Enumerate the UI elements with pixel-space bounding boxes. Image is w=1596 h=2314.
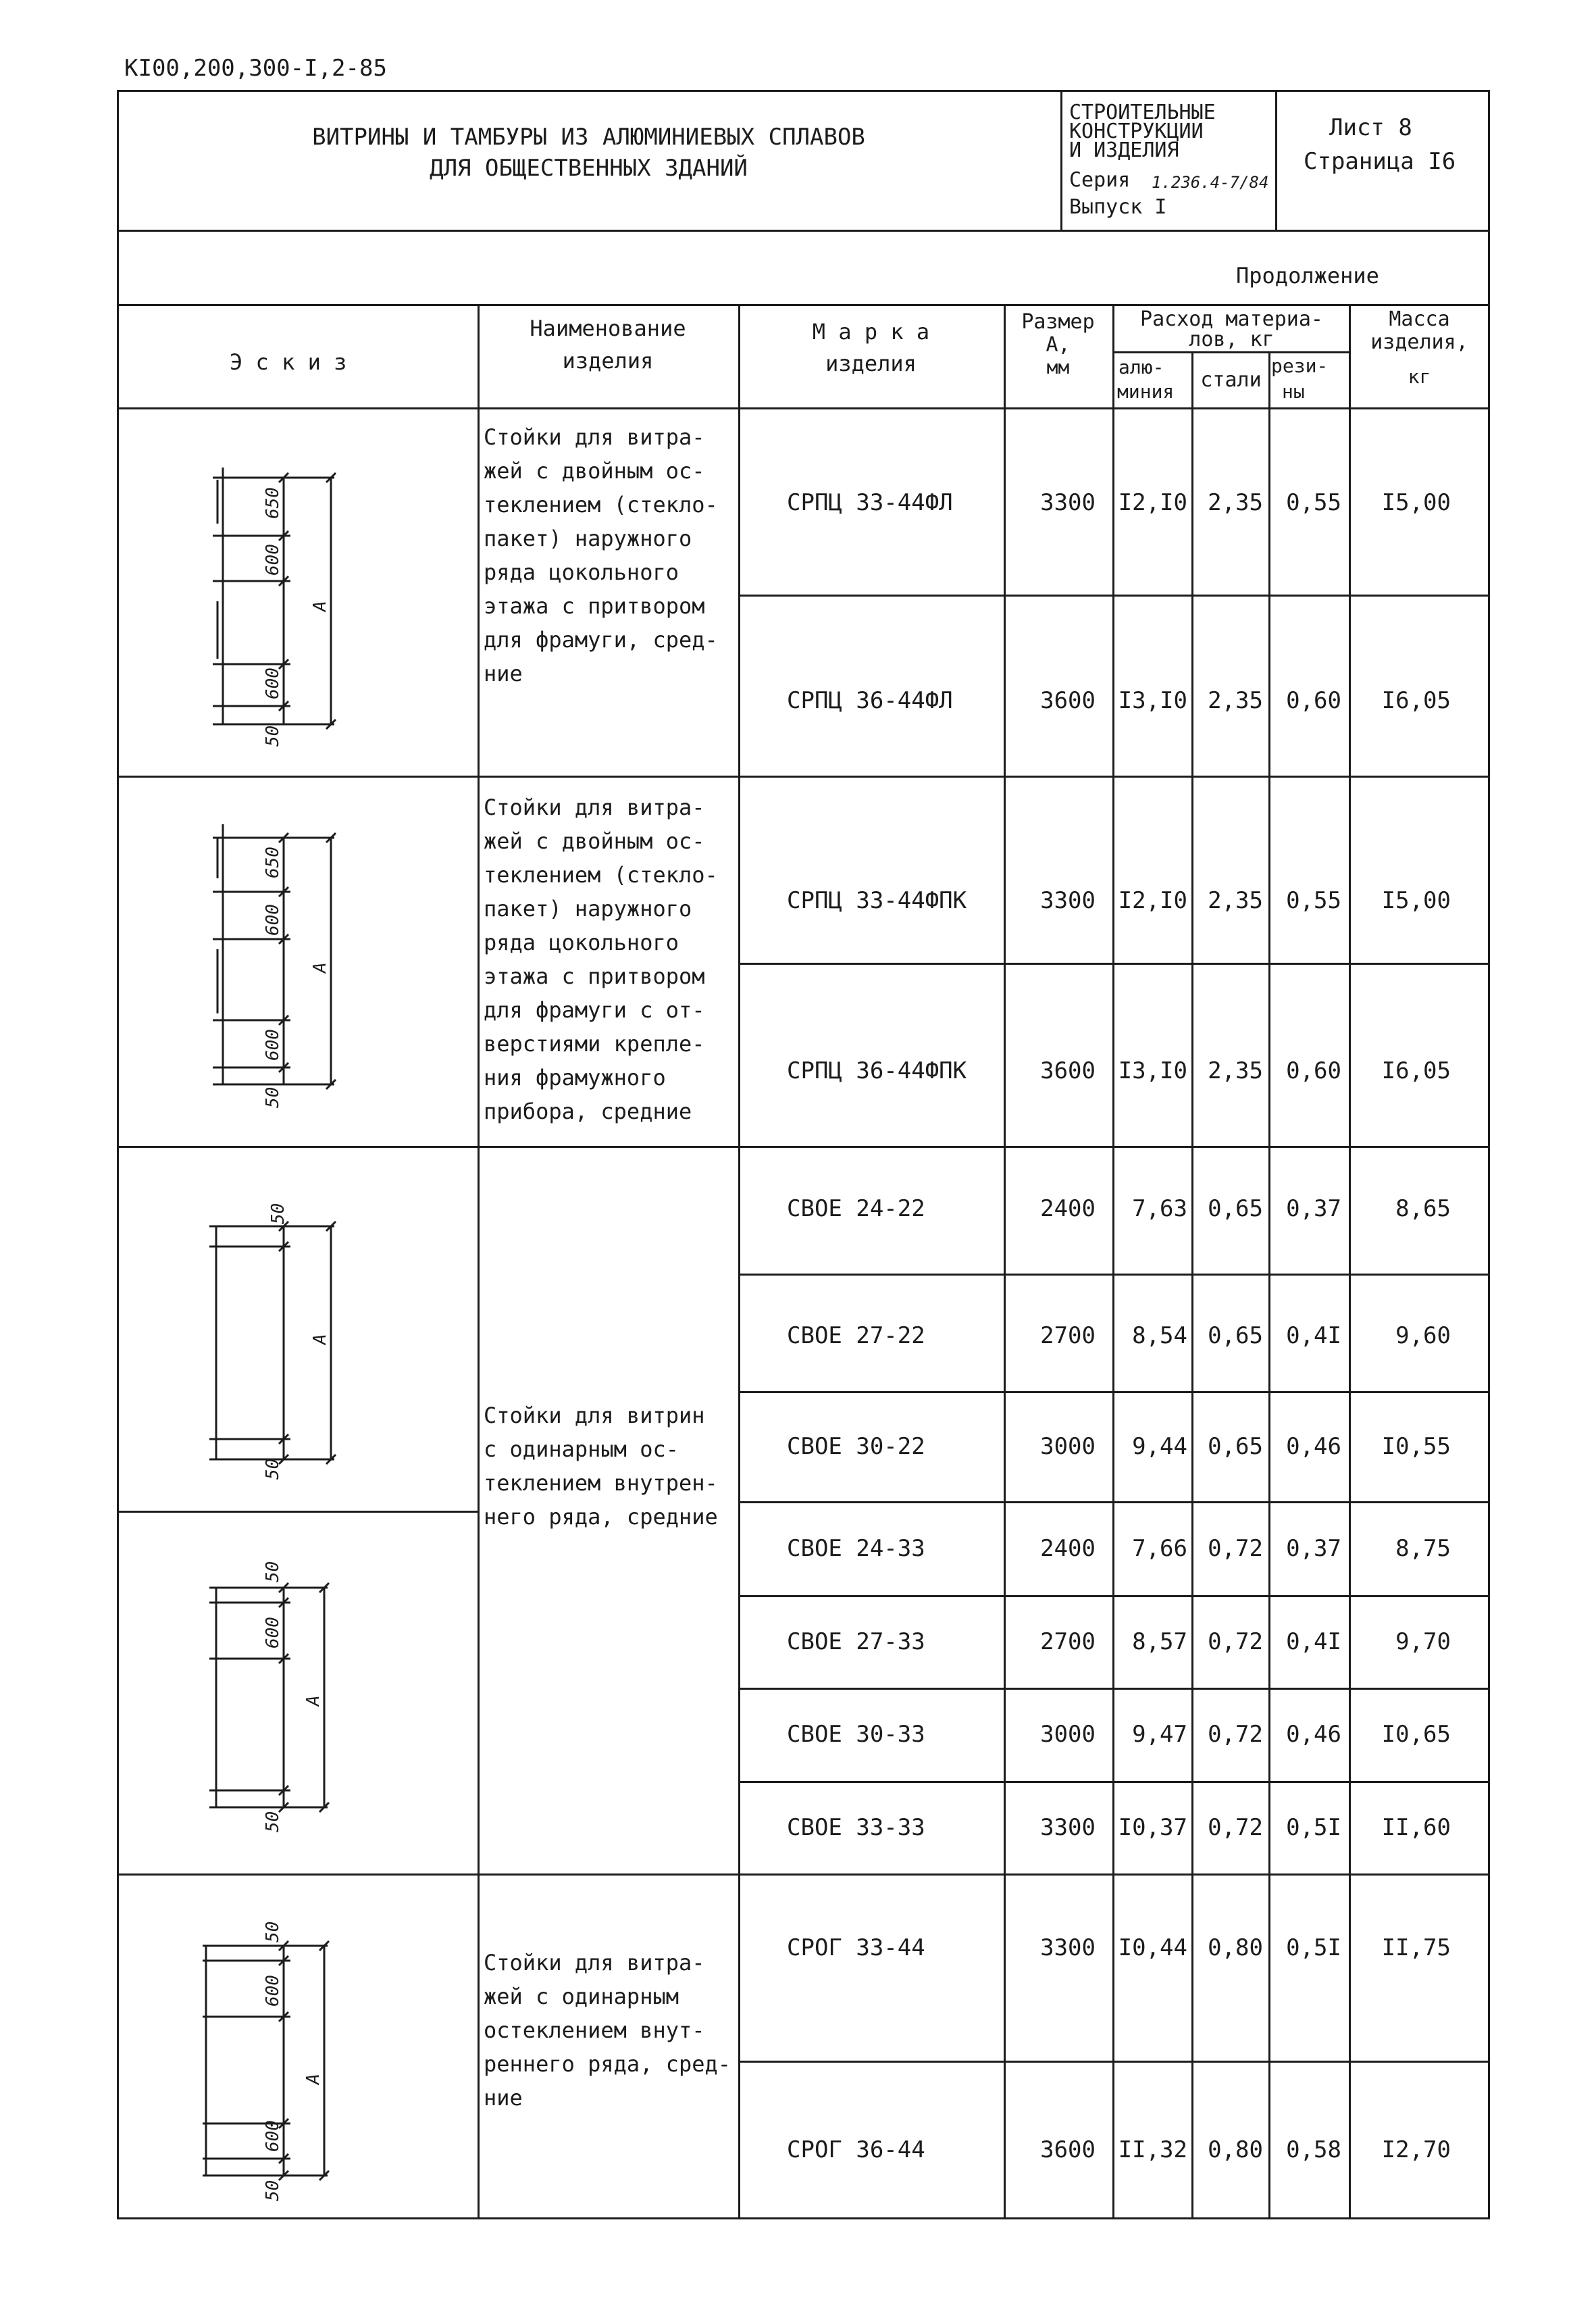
mass-cell: II,60 [1381,1814,1451,1841]
dim-600: 600 [263,668,283,699]
dim-600: 600 [263,1029,283,1061]
product-name-group-1: Стойки для витра- жей с двойным ос- теклением (стекло- пакет) наружного ряда цокольного этажа с притвором для фрамуги, сред- ние [484,424,718,686]
mark-cell: СВОЕ 30-22 [787,1433,925,1460]
mark-cell: СРОГ 36-44 [787,2136,925,2163]
aluminium-cell: 9,47 [1132,1721,1187,1748]
dim-50: 50 [263,725,283,747]
header-mark: М а р к а [812,319,930,345]
header-name: Наименование [530,316,686,341]
steel-cell: 0,65 [1208,1433,1263,1460]
mass-cell: I0,55 [1381,1433,1451,1460]
aluminium-cell: I2,I0 [1118,489,1187,516]
aluminium-cell: I2,I0 [1118,887,1187,914]
size-cell: 2400 [1040,1535,1096,1562]
dim-600: 600 [263,2120,283,2152]
mark-cell: СРПЦ 33-44ФПК [787,887,967,914]
rubber-cell: 0,60 [1286,1057,1341,1084]
size-cell: 3600 [1040,1057,1096,1084]
steel-cell: 2,35 [1208,887,1263,914]
steel-cell: 2,35 [1208,1057,1263,1084]
mass-cell: 8,75 [1395,1535,1451,1562]
dim-a: A [310,601,330,611]
title-line-2: ДЛЯ ОБЩЕСТВЕННЫХ ЗДАНИЙ [430,155,748,182]
steel-cell: 2,35 [1208,687,1263,714]
mark-cell: СВОЕ 24-22 [787,1195,925,1222]
mark-cell: СРПЦ 36-44ФЛ [787,687,953,714]
size-cell: 3300 [1040,489,1096,516]
mark-cell: СВОЕ 30-33 [787,1721,925,1748]
steel-cell: 0,80 [1208,2136,1263,2163]
rubber-cell: 0,55 [1286,887,1341,914]
mass-cell: I0,65 [1381,1721,1451,1748]
dim-50: 50 [263,2180,283,2201]
aluminium-cell: I0,37 [1118,1814,1187,1841]
size-cell: 3600 [1040,687,1096,714]
dim-50: 50 [268,1203,288,1224]
steel-cell: 0,72 [1208,1814,1263,1841]
steel-cell: 0,65 [1208,1195,1263,1222]
size-cell: 3300 [1040,1814,1096,1841]
aluminium-cell: I0,44 [1118,1934,1187,1961]
size-cell: 3000 [1040,1433,1096,1460]
rubber-cell: 0,58 [1286,2136,1341,2163]
dim-a: A [303,1695,324,1706]
document-code: KI00,200,300-I,2-85 [124,55,387,82]
steel-cell: 0,72 [1208,1721,1263,1748]
header-rubber: рези- [1271,355,1329,377]
dim-600: 600 [263,544,283,576]
dim-a: A [310,962,330,973]
header-mass: Масса [1389,307,1450,331]
product-name-group-4: Стойки для витра- жей с одинарным остеклением внут- реннего ряда, сред- ние [484,1950,731,2111]
steel-cell: 2,35 [1208,489,1263,516]
rubber-cell: 0,46 [1286,1433,1341,1460]
mass-cell: 9,60 [1395,1322,1451,1349]
dim-600: 600 [263,1617,283,1649]
rubber-cell: 0,55 [1286,489,1341,516]
aluminium-cell: 8,57 [1132,1628,1187,1655]
mark-cell: СВОЕ 33-33 [787,1814,925,1841]
mark-cell: СРОГ 33-44 [787,1934,925,1961]
aluminium-cell: I3,I0 [1118,687,1187,714]
mark-cell: СВОЕ 27-33 [787,1628,925,1655]
size-cell: 3600 [1040,2136,1096,2163]
aluminium-cell: II,32 [1118,2136,1187,2163]
steel-cell: 0,80 [1208,1934,1263,1961]
product-name-group-3: Стойки для витрин с одинарным ос- теклением внутрен- него ряда, средние [484,1403,718,1530]
rubber-cell: 0,46 [1286,1721,1341,1748]
mark-cell: СВОЕ 24-33 [787,1535,925,1562]
rubber-cell: 0,4I [1286,1628,1341,1655]
rubber-cell: 0,60 [1286,687,1341,714]
issue: Выпуск I [1069,195,1167,219]
rubber-cell: 0,37 [1286,1195,1341,1222]
size-cell: 2400 [1040,1195,1096,1222]
header-sketch: Э с к и з [230,349,347,375]
header-consumption: Расход материа- [1140,307,1323,331]
product-name-group-2: Стойки для витра- жей с двойным ос- теклением (стекло- пакет) наружного ряда цокольного этажа с притвором для фрамуги с от- верстиями крепле- ния фрамужного прибора, средние [484,795,718,1124]
steel-cell: 0,65 [1208,1322,1263,1349]
mass-cell: 9,70 [1395,1628,1451,1655]
rubber-cell: 0,5I [1286,1814,1341,1841]
header-size: Размер [1021,310,1095,334]
dim-650: 650 [263,847,283,878]
size-cell: 3300 [1040,1934,1096,1961]
dim-600: 600 [263,904,283,936]
header-steel: стали [1200,368,1262,392]
mass-cell: I6,05 [1381,687,1451,714]
title-line-1: ВИТРИНЫ И ТАМБУРЫ ИЗ АЛЮМИНИЕВЫХ СПЛАВОВ [312,124,865,151]
size-cell: 3000 [1040,1721,1096,1748]
aluminium-cell: I3,I0 [1118,1057,1187,1084]
mass-cell: I5,00 [1381,887,1451,914]
dim-50: 50 [263,1921,283,1942]
dim-600: 600 [263,1975,283,2007]
mark-cell: СРПЦ 33-44ФЛ [787,489,953,516]
dim-50: 50 [263,1458,283,1480]
dim-50: 50 [263,1561,283,1582]
sheet-number: Лист 8 [1329,114,1412,141]
header-aluminium: алю- [1118,356,1164,378]
mass-cell: I6,05 [1381,1057,1451,1084]
dim-650: 650 [263,487,283,519]
mass-cell: II,75 [1381,1934,1451,1961]
dim-a: A [310,1334,330,1344]
mass-cell: I2,70 [1381,2136,1451,2163]
mark-cell: СРПЦ 36-44ФПК [787,1057,967,1084]
aluminium-cell: 9,44 [1132,1433,1187,1460]
dim-50: 50 [263,1811,283,1832]
size-cell: 2700 [1040,1628,1096,1655]
rubber-cell: 0,37 [1286,1535,1341,1562]
rubber-cell: 0,4I [1286,1322,1341,1349]
steel-cell: 0,72 [1208,1628,1263,1655]
aluminium-cell: 7,63 [1132,1195,1187,1222]
dim-50: 50 [263,1086,283,1108]
size-cell: 2700 [1040,1322,1096,1349]
aluminium-cell: 8,54 [1132,1322,1187,1349]
aluminium-cell: 7,66 [1132,1535,1187,1562]
mass-cell: 8,65 [1395,1195,1451,1222]
dim-a: A [303,2073,324,2084]
mark-cell: СВОЕ 27-22 [787,1322,925,1349]
mass-cell: I5,00 [1381,489,1451,516]
continuation-label: Продолжение [1236,263,1379,288]
steel-cell: 0,72 [1208,1535,1263,1562]
series-label: Серия [1069,168,1131,192]
page-number: Страница I6 [1304,148,1456,175]
rubber-cell: 0,5I [1286,1934,1341,1961]
size-cell: 3300 [1040,887,1096,914]
series-value: 1.236.4-7/84 [1152,173,1269,192]
